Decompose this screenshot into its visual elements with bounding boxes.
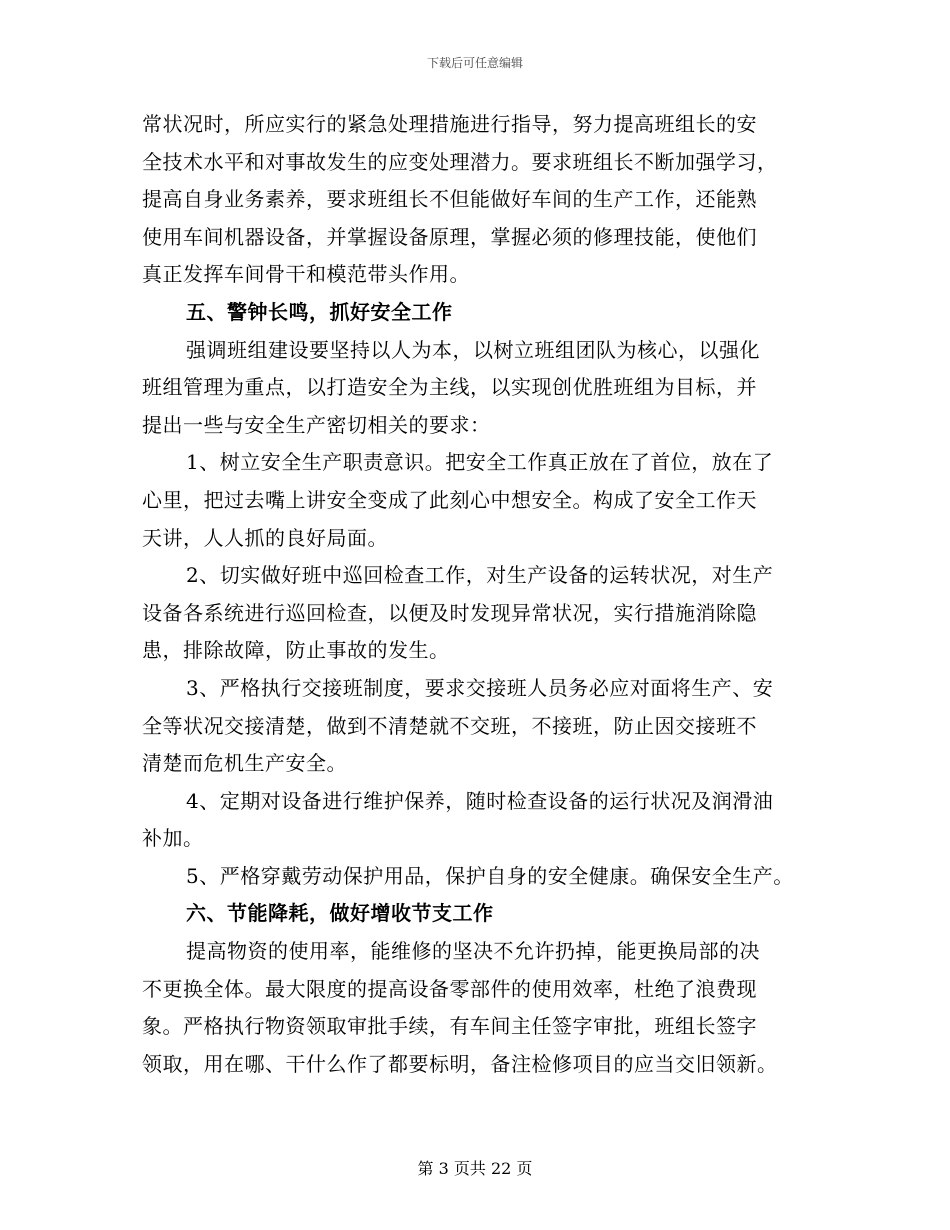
body-line: 班组管理为重点，以打造安全为主线，以实现创优胜班组为目标，并 (142, 375, 757, 400)
list-item-3: 3、严格执行交接班制度，要求交接班人员务必应对面将生产、安 (186, 675, 774, 700)
body-line: 真正发挥车间骨干和模范带头作用。 (142, 262, 470, 287)
page-number: 第 3 页共 22 页 (417, 1159, 533, 1178)
body-line: 领取，用在哪、干什么作了都要标明，备注检修项目的应当交旧领新。 (142, 1051, 778, 1076)
body-line: 全等状况交接清楚，做到不清楚就不交班，不接班，防止因交接班不 (142, 713, 757, 738)
paragraph-start: 强调班组建设要坚持以人为本，以树立班组团队为核心，以强化 (186, 337, 760, 362)
list-item-1: 1、树立安全生产职责意识。把安全工作真正放在了首位，放在了 (186, 450, 774, 475)
body-line: 天讲，人人抓的良好局面。 (142, 525, 388, 550)
list-item-2: 2、切实做好班中巡回检查工作，对生产设备的运转状况，对生产 (186, 563, 774, 588)
body-line: 提高自身业务素养，要求班组长不但能做好车间的生产工作，还能熟 (142, 187, 757, 212)
body-line: 提出一些与安全生产密切相关的要求： (142, 412, 491, 437)
list-item-4: 4、定期对设备进行维护保养，随时检查设备的运行状况及润滑油 (186, 788, 774, 813)
document-body (142, 106, 832, 1083)
body-line: 清楚而危机生产安全。 (142, 751, 347, 776)
body-line: 心里，把过去嘴上讲安全变成了此刻心中想安全。构成了安全工作天 (142, 487, 757, 512)
page-header-note: 下载后可任意编辑 (426, 56, 523, 70)
list-item-5: 5、严格穿戴劳动保护用品，保护自身的安全健康。确保安全生产。 (186, 863, 794, 888)
body-line: 不更换全体。最大限度的提高设备零部件的使用效率，杜绝了浪费现 (142, 976, 757, 1001)
body-line: 设备各系统进行巡回检查，以便及时发现异常状况，实行措施消除隐 (142, 600, 757, 625)
body-line: 补加。 (142, 826, 204, 851)
section-heading-5: 五、警钟长鸣，抓好安全工作 (186, 299, 453, 324)
paragraph-start: 提高物资的使用率，能维修的坚决不允许扔掉，能更换局部的决 (186, 939, 760, 964)
body-line: 常状况时，所应实行的紧急处理措施进行指导，努力提高班组长的安 (142, 112, 757, 136)
section-heading-6: 六、节能降耗，做好增收节支工作 (186, 901, 494, 926)
body-line: 象。严格执行物资领取审批手续，有车间主任签字审批，班组长签字 (142, 1014, 757, 1039)
body-line: 全技术水平和对事故发生的应变处理潜力。要求班组长不断加强学习， (142, 149, 778, 174)
body-line: 患，排除故障，防止事故的发生。 (142, 638, 450, 663)
body-line: 使用车间机器设备，并掌握设备原理，掌握必须的修理技能，使他们 (142, 224, 757, 249)
